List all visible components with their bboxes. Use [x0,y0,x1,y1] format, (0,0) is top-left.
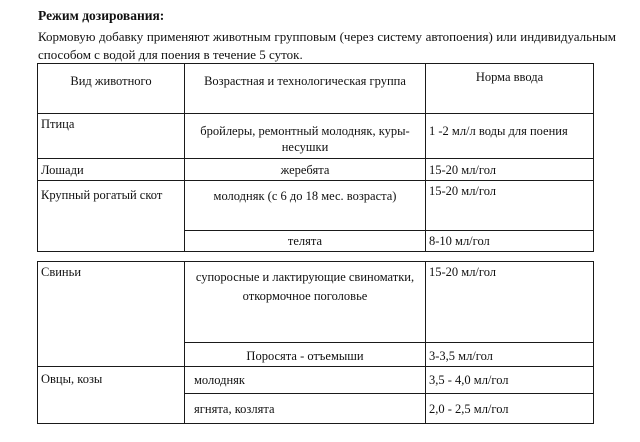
cell-rate-cattle-young: 15-20 мл/гол [426,181,594,231]
cell-group-piglets: Поросята - отъемыши [185,343,426,367]
cell-rate-sows: 15-20 мл/гол [426,262,594,343]
cell-rate-poultry: 1 -2 мл/л воды для поения [426,114,594,159]
cell-rate-piglets: 3-3,5 мл/гол [426,343,594,367]
cell-animal-cattle: Крупный рогатый скот [38,181,185,252]
cell-group-lambs-kids: ягнята, козлята [185,394,426,424]
intro-paragraph: Кормовую добавку применяют животным групповым (через систему автопоения) или индивидуальным способом с водой для поения в течение 5 суток. [38,29,616,62]
dosage-table-part-2 [37,261,594,424]
header-animal: Вид животного [38,64,185,114]
cell-rate-lambs-kids: 2,0 - 2,5 мл/гол [426,394,594,424]
cell-group-cattle-young: молодняк (с 6 до 18 мес. возраста) [185,181,426,231]
cell-rate-calves: 8-10 мл/гол [426,231,594,252]
header-rate: Норма ввода [426,64,594,114]
cell-group-sheep-young: молодняк [185,367,426,394]
cell-group-sows: супоросные и лактирующие свиноматки, откормочное поголовье [185,262,426,343]
cell-group-poultry: бройлеры, ремонтный молодняк, куры-несушки [185,114,426,159]
cell-animal-pigs: Свиньи [38,262,185,367]
cell-animal-poultry: Птица [38,114,185,159]
cell-rate-sheep-young: 3,5 - 4,0 мл/гол [426,367,594,394]
cell-group-calves: телята [185,231,426,252]
header-group: Возрастная и технологическая группа [185,64,426,114]
cell-group-horses: жеребята [185,159,426,181]
cell-animal-sheep-goats: Овцы, козы [38,367,185,424]
cell-animal-horses: Лошади [38,159,185,181]
cell-rate-horses: 15-20 мл/гол [426,159,594,181]
dosage-table-part-1 [37,63,594,252]
section-heading: Режим дозирования: [38,8,165,23]
